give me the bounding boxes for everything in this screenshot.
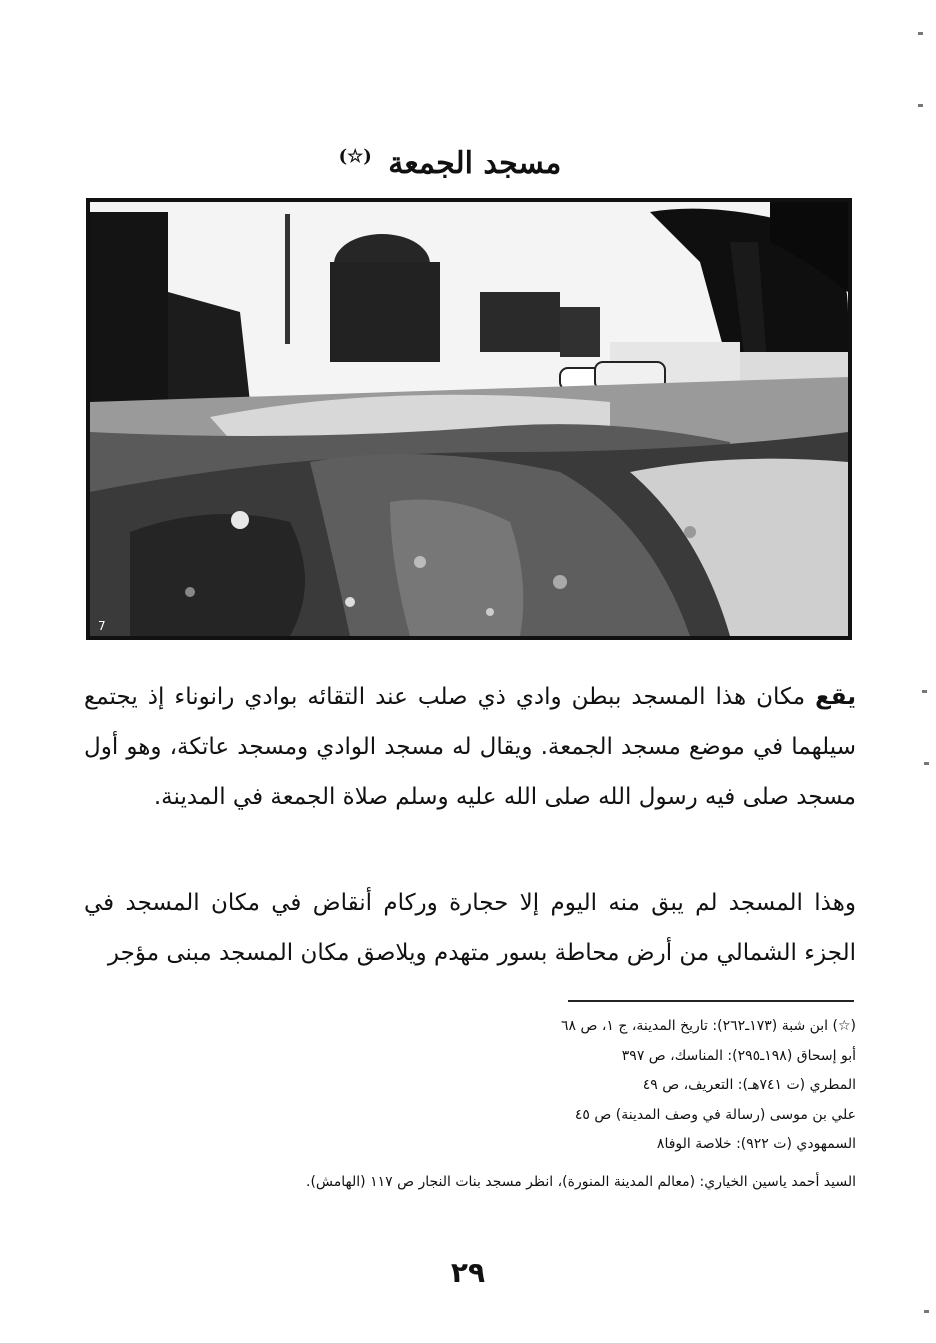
scan-speck <box>924 762 929 765</box>
page-title <box>300 146 600 181</box>
footnote-line: (☆) ابن شبة (١٧٣ـ٢٦٢): تاريخ المدينة، ج ١، ص ٦٨ <box>561 1018 856 1034</box>
photo-illustration <box>90 202 848 636</box>
scan-speck <box>922 690 927 693</box>
footnote-line: علي بن موسى (رسالة في وصف المدينة) ص ٤٥ <box>574 1106 856 1123</box>
scan-speck <box>918 32 923 35</box>
footnotes <box>160 1012 856 1197</box>
scan-speck <box>918 104 923 107</box>
footnote-divider <box>568 1000 854 1002</box>
paragraph-1 <box>84 672 856 822</box>
footnote-line: المطري (ت ٧٤١هـ): التعريف، ص ٤٩ <box>642 1077 856 1093</box>
page-number: ٢٩ <box>450 1256 486 1289</box>
footnote-line: أبو إسحاق (١٩٨ـ٢٩٥): المناسك، ص ٣٩٧ <box>621 1047 856 1064</box>
paragraph-1-text: مكان هذا المسجد ببطن وادي ذي صلب عند التقائه بوادي رانوناء إذ يجتمع سيلهما في موضع مسجد الجمعة. ويقال له مسجد الوادي ومسجد عاتكة، وهو أول مسجد صلى فيه رسول الله صلى الله عليه وسلم صلاة الجمعة في المدينة. <box>84 684 856 810</box>
footnote-line: السيد أحمد ياسين الخياري: (معالم المدينة المنورة)، انظر مسجد بنات النجار ص ١١٧ (الهامش). <box>306 1173 856 1190</box>
footnote-line: السمهودي (ت ٩٢٢): خلاصة الوفا٨ <box>656 1136 856 1152</box>
scan-speck <box>924 1310 929 1313</box>
photo-corner-mark: 7 <box>98 619 106 633</box>
mosque-site-photo <box>86 198 852 640</box>
paragraph-2: وهذا المسجد لم يبق منه اليوم إلا حجارة وركام أنقاض في مكان المسجد في الجزء الشمالي من أرض محاطة بسور متهدم ويلاصق مكان المسجد مبنى مؤجر <box>84 890 856 966</box>
title-footnote-mark: (☆) <box>338 146 372 168</box>
paragraph-1-lead: يقع <box>815 684 856 710</box>
title-text: مسجد الجمعة <box>388 146 562 182</box>
